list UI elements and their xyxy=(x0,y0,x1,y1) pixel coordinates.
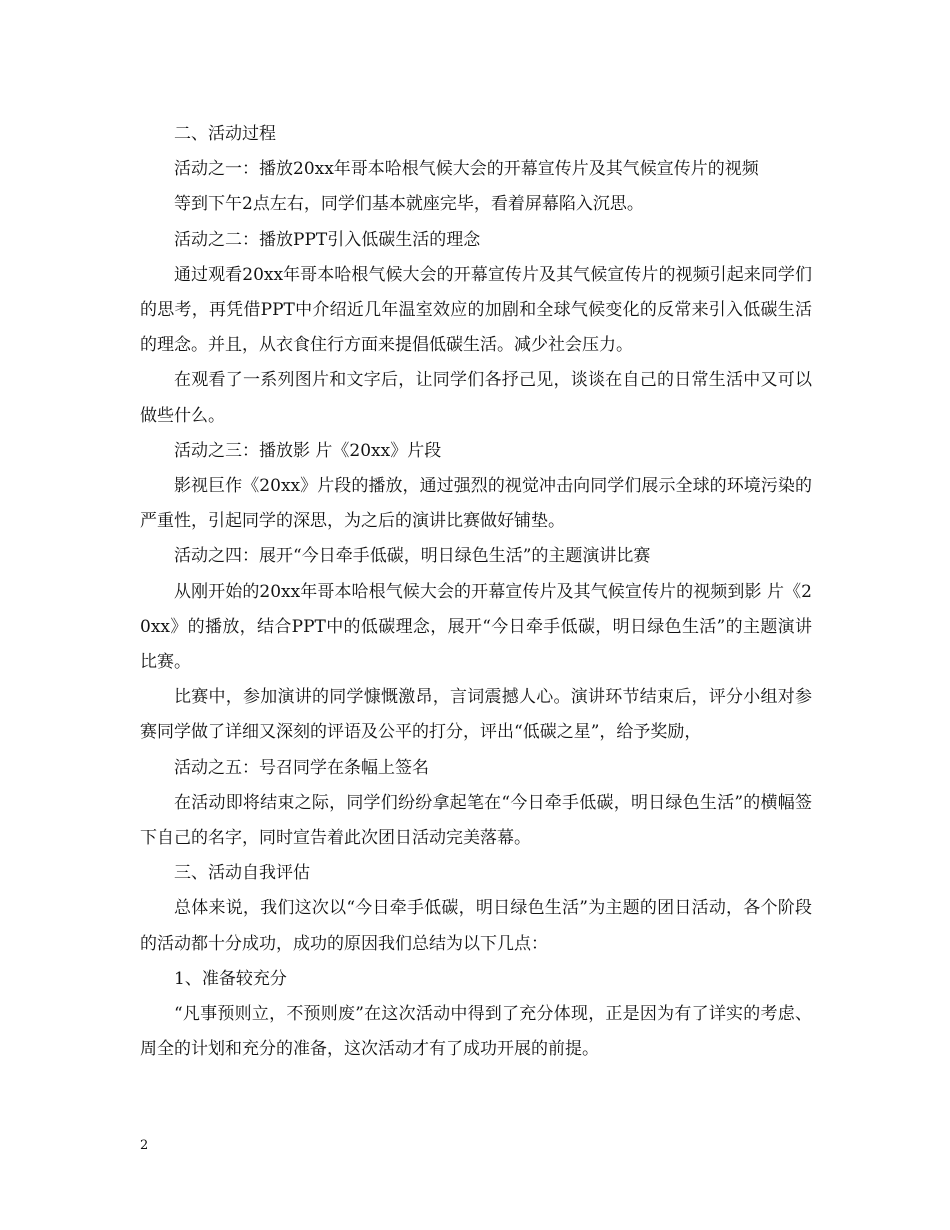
document-body xyxy=(140,117,812,1067)
page-number: 2 xyxy=(140,1138,149,1153)
activity-5-title: 活动之五：号召同学在条幅上签名 xyxy=(174,757,429,778)
paragraph: 从刚开始的20xx年哥本哈根气候大会的开幕宣传片及其气候宣传片的视频到影 片《20xx》的播放，结合PPT中的低碳理念，展开“今日牵手低碳，明日绿色生活”的主题演讲比赛。 xyxy=(140,581,812,673)
paragraph: 在观看了一系列图片和文字后，让同学们各抒己见，谈谈在自己的日常生活中又可以做些什么。 xyxy=(140,370,812,426)
activity-3-title: 活动之三：播放影 片《20xx》片段 xyxy=(174,440,442,461)
activity-4-title: 活动之四：展开“今日牵手低碳，明日绿色生活”的主题演讲比赛 xyxy=(174,546,651,567)
subheading-preparation: 1、准备较充分 xyxy=(174,968,287,989)
paragraph: 等到下午2点左右，同学们基本就座完毕，看着屏幕陷入沉思。 xyxy=(174,194,644,215)
paragraph: 在活动即将结束之际，同学们纷纷拿起笔在“今日牵手低碳，明日绿色生活”的横幅签下自己的名字，同时宣告着此次团日活动完美落幕。 xyxy=(140,792,812,849)
activity-1-title: 活动之一：播放20xx年哥本哈根气候大会的开幕宣传片及其气候宣传片的视频 xyxy=(174,159,759,180)
paragraph: 影视巨作《20xx》片段的播放，通过强烈的视觉冲击向同学们展示全球的环境污染的严重性，引起同学的深思，为之后的演讲比赛做好铺垫。 xyxy=(140,476,812,532)
paragraph: “凡事预则立，不预则废”在这次活动中得到了充分体现，正是因为有了详实的考虑、周全的计划和充分的准备，这次活动才有了成功开展的前提。 xyxy=(140,1004,812,1060)
section-heading-self-evaluation: 三、活动自我评估 xyxy=(174,863,310,884)
paragraph: 比赛中，参加演讲的同学慷慨激昂，言词震撼人心。演讲环节结束后，评分小组对参赛同学做了详细又深刻的评语及公平的打分，评出“低碳之星”，给予奖励， xyxy=(140,687,812,743)
paragraph: 总体来说，我们这次以“今日牵手低碳，明日绿色生活”为主题的团日活动，各个阶段的活动都十分成功，成功的原因我们总结为以下几点： xyxy=(140,898,812,954)
activity-2-title: 活动之二：播放PPT引入低碳生活的理念 xyxy=(174,229,481,250)
section-heading-activity-process: 二、活动过程 xyxy=(174,124,276,144)
paragraph: 通过观看20xx年哥本哈根气候大会的开幕宣传片及其气候宣传片的视频引起来同学们的思考，再凭借PPT中介绍近几年温室效应的加剧和全球气候变化的反常来引入低碳生活的理念。并且，从衣食住行方面来提倡低碳生活。减少社会压力。 xyxy=(140,264,812,356)
